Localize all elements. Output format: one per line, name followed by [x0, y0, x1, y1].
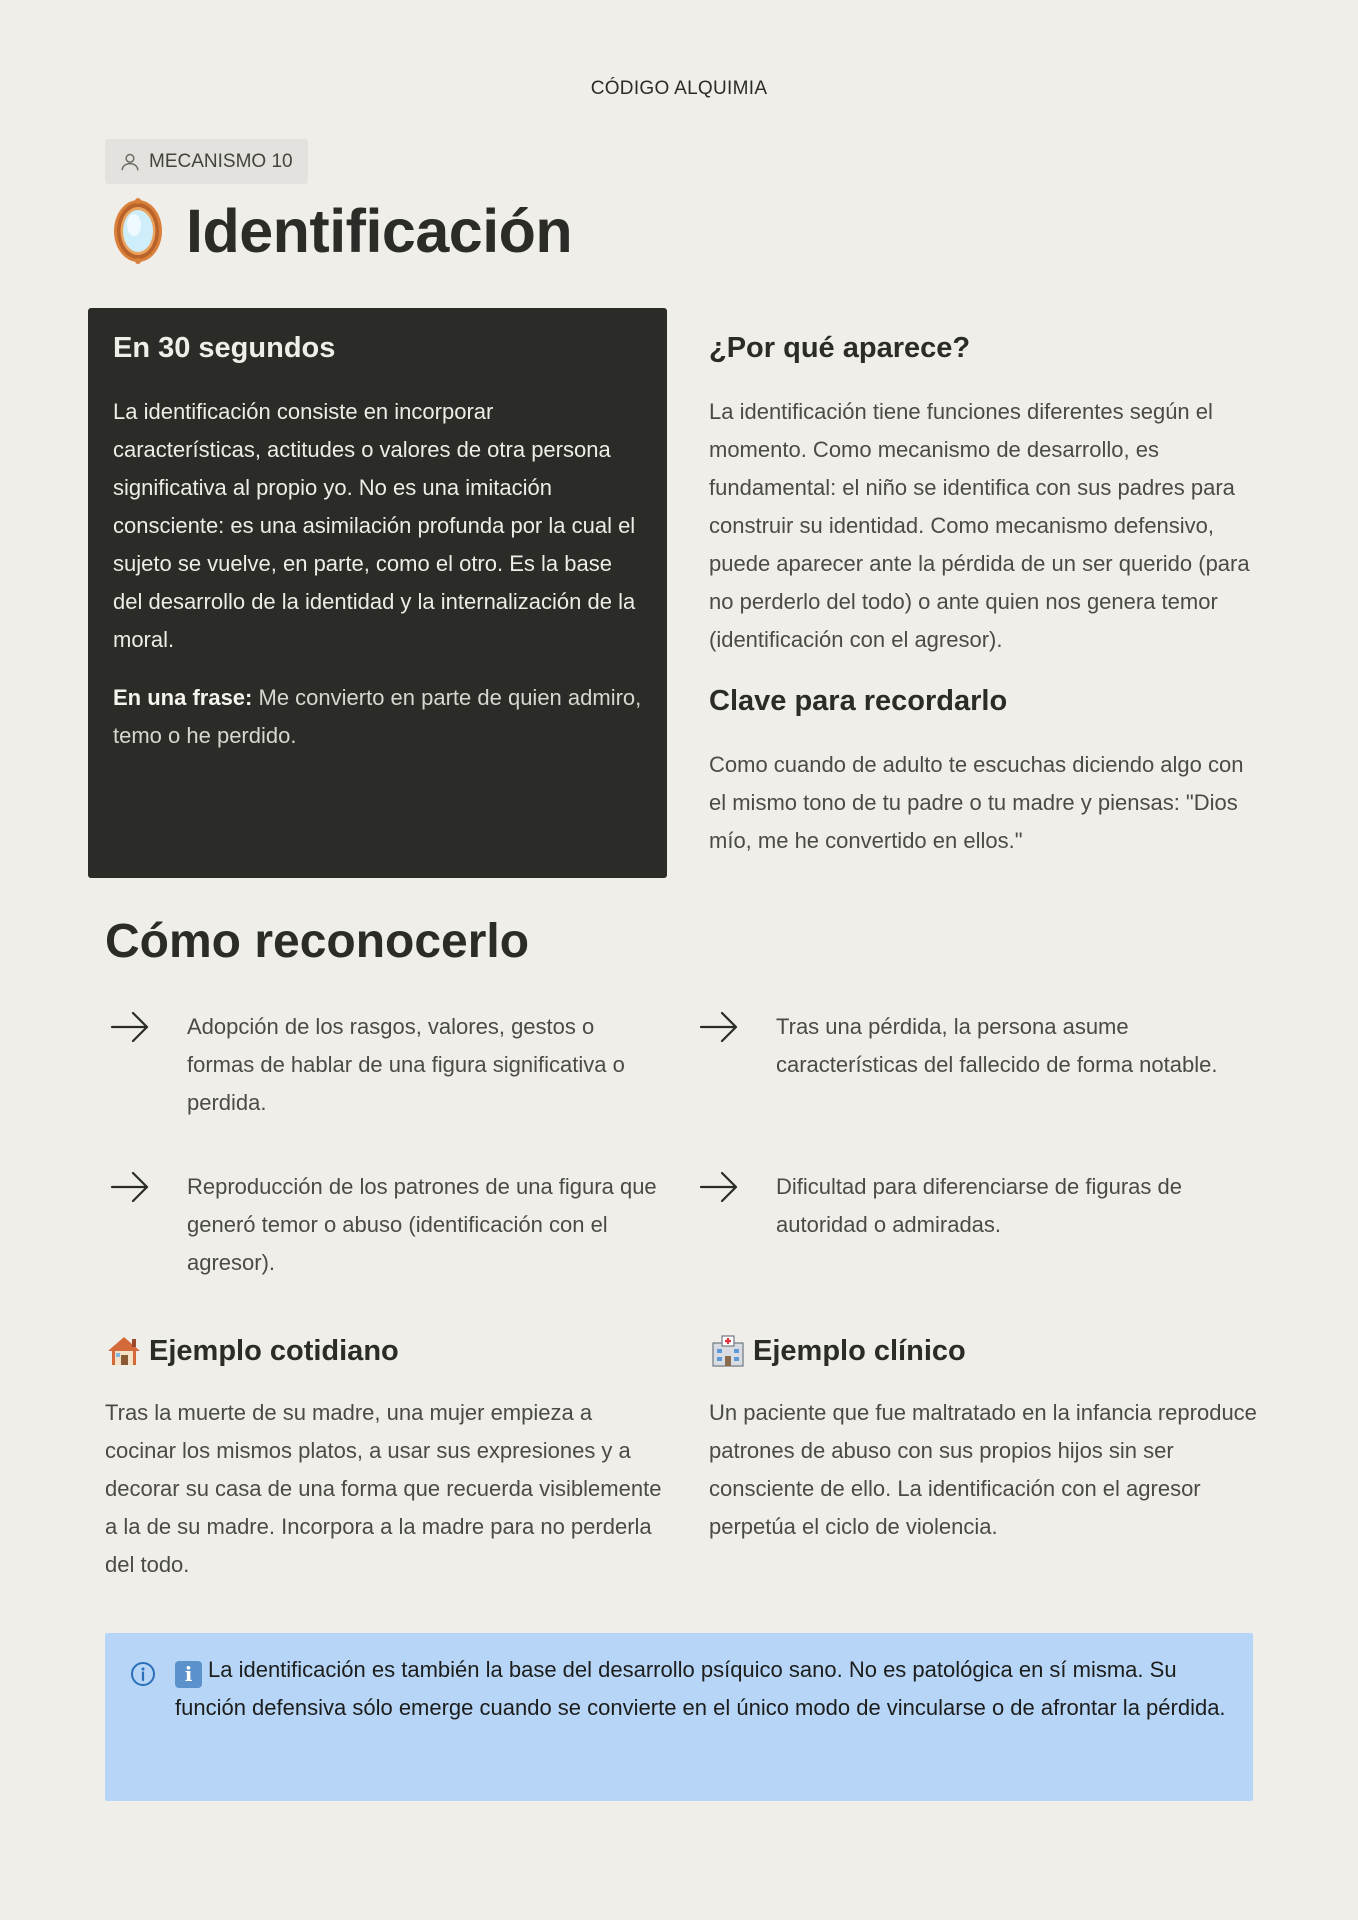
- summary-heading: En 30 segundos: [113, 332, 336, 364]
- summary-card: [88, 308, 667, 878]
- key-body: Como cuando de adulto te escuchas diciendo algo con el mismo tono de tu padre o tu madre y piensas: "Dios mío, me he convertido en ellos.": [709, 752, 1244, 853]
- mechanism-badge: [105, 139, 308, 184]
- daily-example-body: Tras la muerte de su madre, una mujer empieza a cocinar los mismos platos, a usar sus expresiones y a decorar su casa de una forma que recuerda visiblemente a la de su madre. Incorpora a la madre para no perderla del todo.: [105, 1400, 662, 1577]
- arrow-right-icon: [109, 1168, 151, 1206]
- list-item: [105, 1008, 660, 1122]
- clinical-example-heading: [709, 1334, 966, 1368]
- phrase-label: En una frase:: [113, 685, 253, 710]
- why-body: La identificación tiene funciones diferentes según el momento. Como mecanismo de desarrollo, es fundamental: el niño se identifica con sus padres para construir su identidad. Como mecanismo defensivo, puede aparecer ante la pérdida de un ser querido (para no perderlo del todo) o ante quien nos genera temor (identificación con el agresor).: [709, 399, 1250, 652]
- house-icon: [105, 1334, 143, 1368]
- why-section: [709, 332, 1254, 860]
- arrow-right-icon: [698, 1168, 740, 1206]
- list-item: [105, 1168, 660, 1282]
- why-heading: ¿Por qué aparece?: [709, 332, 971, 364]
- callout-text: La identificación es también la base del desarrollo psíquico sano. No es patológica en sí misma. Su función defensiva sólo emerge cuando se convierte en el único modo de vincularse o de afrontar la pérdida.: [175, 1657, 1226, 1720]
- list-item-text: Dificultad para diferenciarse de figuras de autoridad o admiradas.: [776, 1174, 1183, 1237]
- list-item-text: Adopción de los rasgos, valores, gestos o formas de hablar de una figura significativa o perdida.: [187, 1014, 625, 1115]
- key-heading: Clave para recordarlo: [709, 685, 1008, 717]
- phrase-text: Me convierto en parte de quien admiro, temo o he perdido.: [113, 685, 642, 748]
- info-icon: [129, 1660, 157, 1688]
- list-item-text: Reproducción de los patrones de una figura que generó temor o abuso (identificación con el agresor).: [187, 1174, 657, 1275]
- summary-body: La identificación consiste en incorporar características, actitudes o valores de otra persona significativa al propio yo. No es una imitación consciente: es una asimilación profunda por la cual el sujeto se vuelve, en parte, como el otro. Es la base del desarrollo de la identidad y la internalización de la moral.: [113, 399, 636, 652]
- user-icon: [119, 151, 141, 173]
- list-item: [694, 1168, 1254, 1244]
- daily-example-heading: [105, 1334, 399, 1368]
- info-callout: [105, 1633, 1253, 1801]
- title-text: Identificación: [186, 197, 573, 265]
- clinical-example-body: Un paciente que fue maltratado en la infancia reproduce patrones de abuso con sus propios hijos sin ser consciente de ello. La identificación con el agresor perpetúa el ciclo de violencia.: [709, 1400, 1257, 1539]
- brand-header: CÓDIGO ALQUIMIA: [590, 78, 768, 99]
- list-item: [694, 1008, 1254, 1084]
- info-emoji-icon: i: [175, 1661, 202, 1688]
- summary-phrase: [113, 679, 643, 755]
- callout-text-block: [175, 1651, 1229, 1801]
- list-item-text: Tras una pérdida, la persona asume características del fallecido de forma notable.: [776, 1014, 1218, 1077]
- daily-example-title: Ejemplo cotidiano: [149, 1334, 399, 1367]
- page-title: [112, 196, 572, 266]
- badge-label: MECANISMO 10: [149, 150, 293, 172]
- recognize-heading: Cómo reconocerlo: [105, 915, 530, 968]
- clinical-example-title: Ejemplo clínico: [753, 1334, 966, 1367]
- hospital-icon: [709, 1334, 747, 1368]
- arrow-right-icon: [698, 1008, 740, 1046]
- mirror-icon: [112, 197, 164, 265]
- arrow-right-icon: [109, 1008, 151, 1046]
